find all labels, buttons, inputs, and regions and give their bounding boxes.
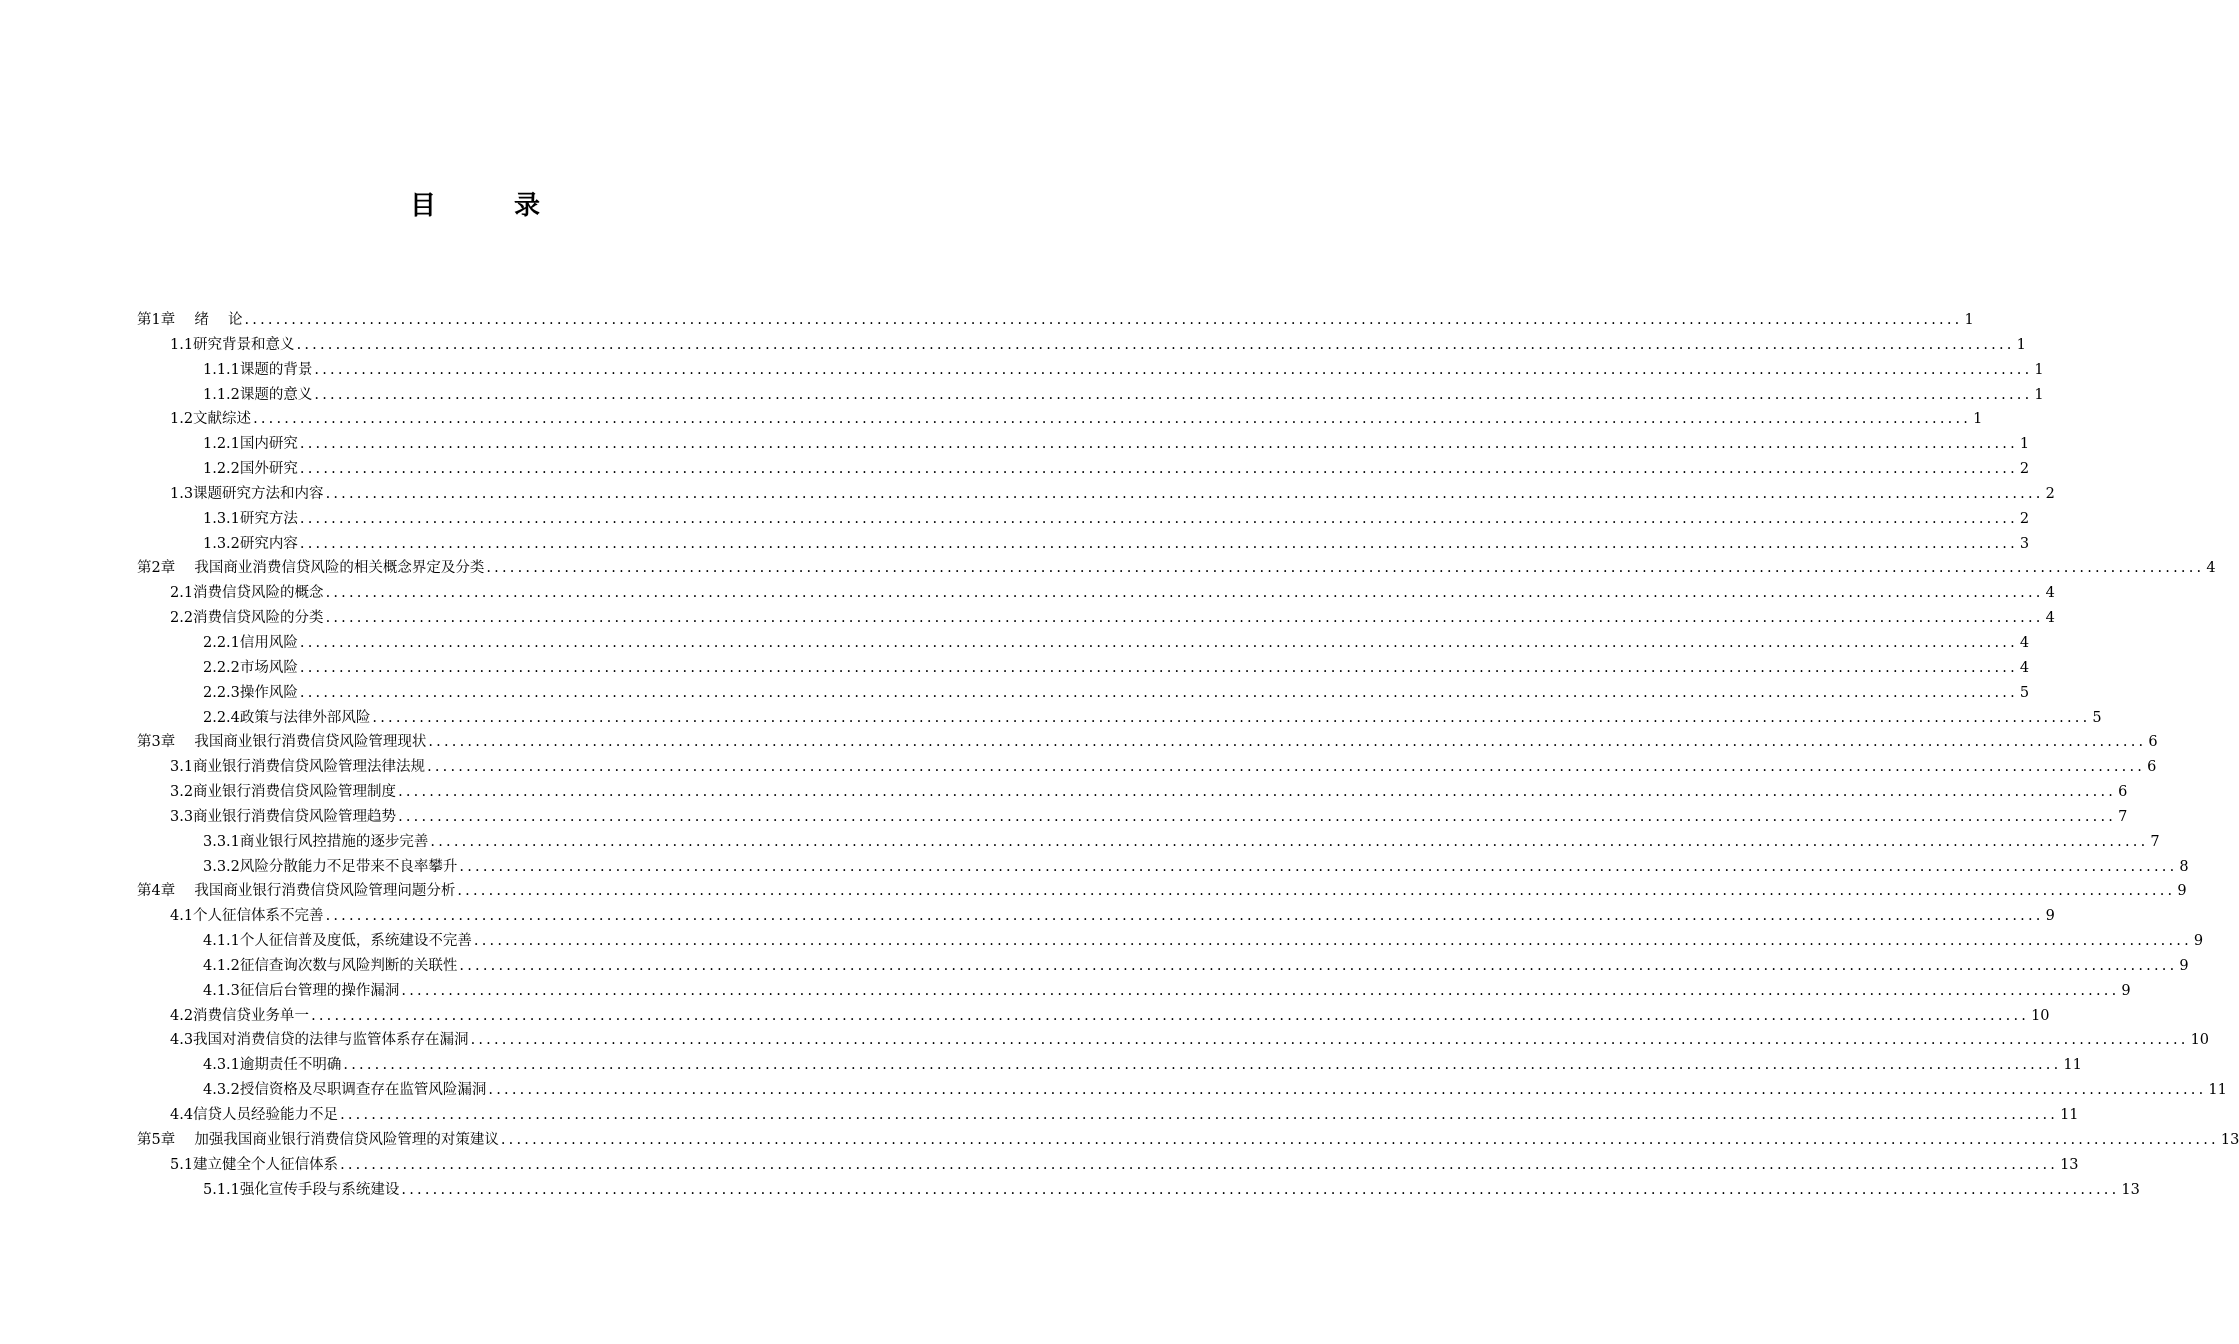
toc-dot-leader: ............................................................................................................................................................................................................................ (296, 336, 2015, 353)
toc-entry-label: 4.4信贷人员经验能力不足 (170, 1107, 339, 1123)
toc-dot-leader: ............................................................................................................................................................................................................................ (325, 485, 2044, 502)
toc-entry-label: 1.1研究背景和意义 (170, 336, 295, 353)
toc-dot-leader: ............................................................................................................................................................................................................................ (299, 659, 2018, 676)
toc-entry-label: 3.3.1商业银行风控措施的逐步完善 (203, 833, 429, 850)
toc-dot-leader: ............................................................................................................................................................................................................................ (488, 1082, 2207, 1099)
toc-entry[interactable] (137, 656, 2030, 681)
toc-entry[interactable] (137, 1028, 2210, 1053)
toc-dot-leader: ............................................................................................................................................................................................................................ (299, 684, 2018, 701)
toc-entry[interactable] (137, 979, 2131, 1004)
toc-entry-page-number: 5 (2092, 709, 2102, 726)
toc-entry-page-number: 6 (2147, 759, 2157, 776)
toc-entry[interactable] (137, 780, 2128, 805)
toc-dot-leader: ............................................................................................................................................................................................................................ (343, 1057, 2062, 1074)
toc-entry-page-number: 9 (2045, 908, 2055, 925)
toc-entry-label: 2.2.2市场风险 (203, 659, 298, 676)
toc-entry[interactable] (137, 358, 2044, 383)
toc-entry[interactable] (137, 830, 2160, 855)
toc-entry-label: 1.3.2研究内容 (203, 535, 298, 552)
toc-entry-page-number: 1 (1964, 312, 1974, 328)
toc-entry[interactable] (137, 556, 2216, 581)
toc-entry-page-number: 6 (2118, 784, 2128, 801)
toc-entry-label: 4.1.2征信查询次数与风险判断的关联性 (203, 957, 458, 974)
toc-dot-leader: ............................................................................................................................................................................................................................ (500, 1131, 2219, 1148)
toc-dot-leader: ............................................................................................................................................................................................................................ (430, 833, 2149, 850)
toc-entry[interactable] (137, 730, 2158, 755)
toc-dot-leader: ............................................................................................................................................................................................................................ (253, 411, 1972, 428)
toc-entry-page-number: 1 (2034, 361, 2044, 378)
toc-entry-page-number: 7 (2150, 833, 2160, 850)
toc-entry-label: 1.1.1课题的背景 (203, 361, 313, 378)
toc-entry[interactable] (137, 333, 2026, 358)
toc-entry-label: 第4章 我国商业银行消费信贷风险管理问题分析 (137, 883, 456, 900)
page-title: 目 录 (409, 191, 566, 221)
toc-entry-label: 1.2文献综述 (170, 411, 252, 428)
toc-entry[interactable] (137, 407, 1983, 432)
toc-entry[interactable] (137, 706, 2102, 731)
toc-entry-label: 4.3我国对消费信贷的法律与监管体系存在漏洞 (170, 1032, 469, 1049)
toc-entry-label: 1.3.1研究方法 (203, 510, 298, 527)
toc-entry-label: 5.1.1强化宣传手段与系统建设 (203, 1181, 400, 1198)
toc-entry[interactable] (137, 1103, 2079, 1128)
toc-entry-page-number: 4 (2019, 659, 2030, 676)
toc-entry[interactable] (137, 308, 1974, 333)
toc-entry[interactable] (137, 507, 2030, 532)
toc-entry-page-number: 8 (2179, 858, 2189, 875)
toc-dot-leader: ............................................................................................................................................................................................................................ (299, 510, 2018, 527)
toc-entry-label: 1.2.2国外研究 (203, 461, 298, 478)
toc-entry-page-number: 9 (2179, 957, 2189, 974)
toc-dot-leader: ............................................................................................................................................................................................................................ (470, 1032, 2189, 1049)
toc-dot-leader: ............................................................................................................................................................................................................................ (459, 957, 2178, 974)
toc-entry-label: 4.1.1个人征信普及度低，系统建设不完善 (203, 933, 472, 950)
toc-entry-page-number: 11 (2208, 1082, 2227, 1099)
toc-entry[interactable] (137, 581, 2055, 606)
toc-entry-page-number: 6 (2148, 734, 2158, 751)
toc-entry-label: 3.2商业银行消费信贷风险管理制度 (170, 784, 397, 801)
toc-entry[interactable] (137, 1128, 2239, 1153)
toc-dot-leader: ............................................................................................................................................................................................................................ (427, 759, 2146, 776)
toc-entry[interactable] (137, 1153, 2079, 1178)
toc-entry-page-number: 9 (2177, 883, 2187, 900)
toc-entry-page-number: 3 (2019, 535, 2030, 552)
toc-entry[interactable] (137, 755, 2157, 780)
toc-entry-label: 4.3.2授信资格及尽职调查存在监管风险漏洞 (203, 1082, 487, 1099)
toc-entry-label: 4.1.3征信后台管理的操作漏洞 (203, 982, 400, 999)
toc-entry-page-number: 4 (2206, 560, 2216, 577)
toc-entry-page-number: 2 (2019, 510, 2030, 527)
toc-entry-page-number: 11 (2060, 1107, 2079, 1123)
toc-entry-label: 4.2消费信贷业务单一 (170, 1007, 310, 1024)
toc-dot-leader: ............................................................................................................................................................................................................................ (457, 883, 2176, 900)
toc-entry[interactable] (137, 1004, 2050, 1029)
toc-entry-page-number: 7 (2118, 808, 2128, 825)
toc-entry[interactable] (137, 1078, 2227, 1103)
toc-entry-page-number: 10 (2031, 1007, 2050, 1024)
toc-entry[interactable] (137, 1053, 2082, 1078)
toc-entry-label: 第5章 加强我国商业银行消费信贷风险管理的对策建议 (137, 1131, 499, 1148)
toc-dot-leader: ............................................................................................................................................................................................................................ (311, 1007, 2030, 1024)
toc-dot-leader: ............................................................................................................................................................................................................................ (314, 386, 2033, 403)
toc-dot-leader: ............................................................................................................................................................................................................................ (459, 858, 2178, 875)
toc-dot-leader: ............................................................................................................................................................................................................................ (398, 784, 2117, 801)
toc-entry-page-number: 11 (2063, 1057, 2082, 1074)
toc-entry[interactable] (137, 929, 2204, 954)
toc-entry-page-number: 9 (2121, 982, 2131, 999)
toc-entry[interactable] (137, 681, 2030, 706)
toc-entry-page-number: 5 (2019, 684, 2030, 701)
toc-dot-leader: ............................................................................................................................................................................................................................ (372, 709, 2091, 726)
toc-entry-page-number: 13 (2060, 1156, 2079, 1173)
toc-entry-label: 2.2.4政策与法律外部风险 (203, 709, 371, 726)
toc-dot-leader: ............................................................................................................................................................................................................................ (428, 734, 2147, 751)
toc-entry-page-number: 13 (2121, 1181, 2140, 1198)
toc-entry-label: 2.1消费信贷风险的概念 (170, 585, 324, 602)
toc-dot-leader: ............................................................................................................................................................................................................................ (299, 436, 2018, 453)
toc-entry-page-number: 1 (2034, 386, 2044, 403)
toc-entry-page-number: 2 (2045, 485, 2055, 502)
toc-entry[interactable] (137, 954, 2189, 979)
toc-entry-label: 3.3.2风险分散能力不足带来不良率攀升 (203, 858, 458, 875)
toc-dot-leader: ............................................................................................................................................................................................................................ (299, 634, 2018, 651)
toc-entry-label: 1.3课题研究方法和内容 (170, 485, 324, 502)
toc-entry[interactable] (137, 532, 2030, 557)
toc-entry[interactable] (137, 904, 2055, 929)
toc-entry-page-number: 1 (1973, 411, 1983, 428)
toc-entry[interactable] (137, 805, 2128, 830)
toc-entry[interactable] (137, 482, 2055, 507)
toc-dot-leader: ............................................................................................................................................................................................................................ (401, 1181, 2120, 1198)
toc-dot-leader: ............................................................................................................................................................................................................................ (340, 1156, 2059, 1173)
toc-entry-label: 4.3.1逾期责任不明确 (203, 1057, 342, 1074)
toc-dot-leader: ............................................................................................................................................................................................................................ (340, 1107, 2059, 1123)
toc-entry[interactable] (137, 1178, 2140, 1203)
toc-dot-leader: ............................................................................................................................................................................................................................ (299, 535, 2018, 552)
toc-dot-leader: ............................................................................................................................................................................................................................ (325, 585, 2044, 602)
table-of-contents (137, 308, 2239, 1202)
toc-entry-label: 第2章 我国商业消费信贷风险的相关概念界定及分类 (137, 560, 485, 577)
toc-entry-label: 5.1建立健全个人征信体系 (170, 1156, 339, 1173)
toc-entry-page-number: 13 (2220, 1131, 2239, 1148)
toc-entry[interactable] (137, 879, 2187, 904)
toc-dot-leader: ............................................................................................................................................................................................................................ (325, 610, 2044, 627)
toc-entry[interactable] (137, 457, 2030, 482)
toc-entry-page-number: 1 (2016, 336, 2026, 353)
toc-dot-leader: ............................................................................................................................................................................................................................ (486, 560, 2205, 577)
toc-entry-page-number: 1 (2019, 436, 2030, 453)
toc-entry-page-number: 10 (2190, 1032, 2210, 1049)
toc-entry[interactable] (137, 631, 2030, 656)
toc-entry[interactable] (137, 855, 2189, 880)
toc-entry[interactable] (137, 432, 2030, 457)
toc-entry-page-number: 9 (2193, 933, 2204, 950)
toc-entry[interactable] (137, 383, 2044, 408)
toc-entry-page-number: 2 (2019, 461, 2030, 478)
toc-dot-leader: ............................................................................................................................................................................................................................ (473, 933, 2192, 950)
toc-entry-page-number: 4 (2045, 610, 2055, 627)
toc-entry-label: 3.1商业银行消费信贷风险管理法律法规 (170, 759, 426, 776)
toc-entry-page-number: 4 (2019, 634, 2030, 651)
toc-dot-leader: ............................................................................................................................................................................................................................ (314, 361, 2033, 378)
toc-entry-label: 2.2消费信贷风险的分类 (170, 610, 324, 627)
toc-dot-leader: ............................................................................................................................................................................................................................ (244, 312, 1963, 328)
toc-entry-label: 4.1个人征信体系不完善 (170, 908, 324, 925)
toc-entry-label: 3.3商业银行消费信贷风险管理趋势 (170, 808, 397, 825)
toc-entry-label: 2.2.3操作风险 (203, 684, 298, 701)
toc-entry[interactable] (137, 606, 2055, 631)
toc-entry-label: 第3章 我国商业银行消费信贷风险管理现状 (137, 734, 427, 751)
toc-dot-leader: ............................................................................................................................................................................................................................ (325, 908, 2044, 925)
toc-entry-page-number: 4 (2045, 585, 2055, 602)
toc-dot-leader: ............................................................................................................................................................................................................................ (398, 808, 2117, 825)
toc-dot-leader: ............................................................................................................................................................................................................................ (401, 982, 2120, 999)
toc-entry-label: 1.1.2课题的意义 (203, 386, 313, 403)
toc-entry-label: 2.2.1信用风险 (203, 634, 298, 651)
toc-entry-label: 1.2.1国内研究 (203, 436, 298, 453)
toc-dot-leader: ............................................................................................................................................................................................................................ (299, 461, 2018, 478)
toc-entry-label: 第1章 绪 论 (137, 312, 243, 328)
